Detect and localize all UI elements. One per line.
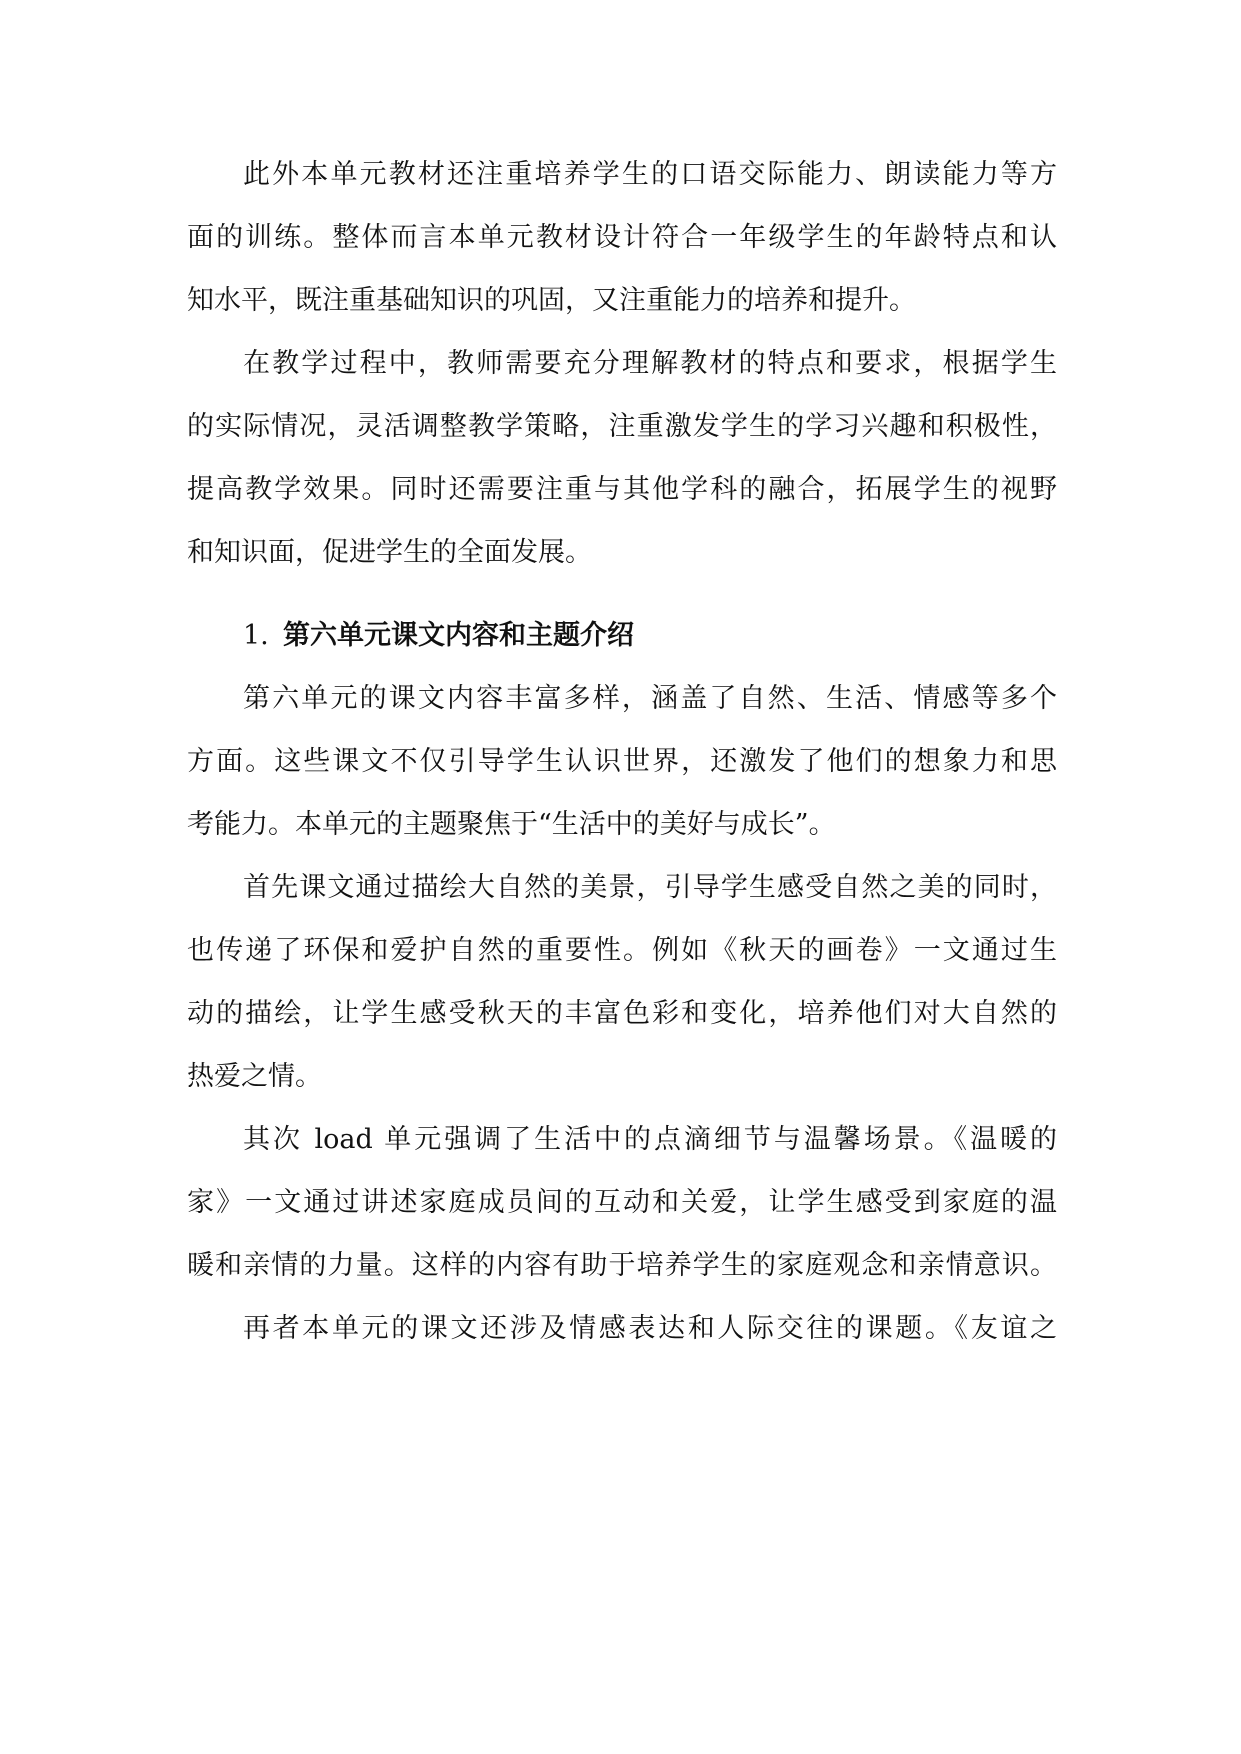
- section-heading: [187, 604, 1057, 667]
- section-number: 1.: [243, 620, 269, 651]
- paragraph-line: 再者本单元的课文还涉及情感表达和人际交往的课题。《友谊之: [243, 1313, 1057, 1344]
- paragraph-line: 知水平，既注重基础知识的巩固，又注重能力的培养和提升。: [187, 285, 916, 316]
- paragraph: [187, 143, 1057, 332]
- paragraph: [187, 667, 1057, 856]
- paragraph: [187, 1297, 1057, 1360]
- paragraph-line: 面的训练。整体而言本单元教材设计符合一年级学生的年龄特点和认: [187, 222, 1057, 253]
- paragraph-line: 其次 load 单元强调了生活中的点滴细节与温馨场景。《温暖的: [243, 1124, 1057, 1155]
- paragraph-line: 第六单元的课文内容丰富多样，涵盖了自然、生活、情感等多个: [243, 683, 1057, 714]
- paragraph-line: 考能力。本单元的主题聚焦于“生活中的美好与成长”。: [187, 809, 836, 840]
- paragraph-line: 热爱之情。: [187, 1061, 322, 1092]
- paragraph-line: 也传递了环保和爱护自然的重要性。例如《秋天的画卷》一文通过生: [187, 935, 1057, 966]
- paragraph-line: 在教学过程中，教师需要充分理解教材的特点和要求，根据学生: [243, 348, 1057, 379]
- paragraph-line: 家》一文通过讲述家庭成员间的互动和关爱，让学生感受到家庭的温: [187, 1187, 1057, 1218]
- paragraph-line: 和知识面，促进学生的全面发展。: [187, 537, 592, 568]
- paragraph-line: 此外本单元教材还注重培养学生的口语交际能力、朗读能力等方: [243, 159, 1057, 190]
- paragraph-line: 首先课文通过描绘大自然的美景，引导学生感受自然之美的同时，: [243, 872, 1057, 903]
- document-body: [187, 143, 1057, 1360]
- paragraph-line: 方面。这些课文不仅引导学生认识世界，还激发了他们的想象力和思: [187, 746, 1057, 777]
- paragraph: [187, 332, 1057, 584]
- paragraph-line: 的实际情况，灵活调整教学策略，注重激发学生的学习兴趣和积极性，: [187, 411, 1057, 442]
- paragraph-line: 提高教学效果。同时还需要注重与其他学科的融合，拓展学生的视野: [187, 474, 1057, 505]
- section-title: 第六单元课文内容和主题介绍: [283, 620, 634, 651]
- paragraph-line: 动的描绘，让学生感受秋天的丰富色彩和变化，培养他们对大自然的: [187, 998, 1057, 1029]
- paragraph-line: 暖和亲情的力量。这样的内容有助于培养学生的家庭观念和亲情意识。: [187, 1250, 1057, 1281]
- paragraph: [187, 856, 1057, 1108]
- paragraph: [187, 1108, 1057, 1297]
